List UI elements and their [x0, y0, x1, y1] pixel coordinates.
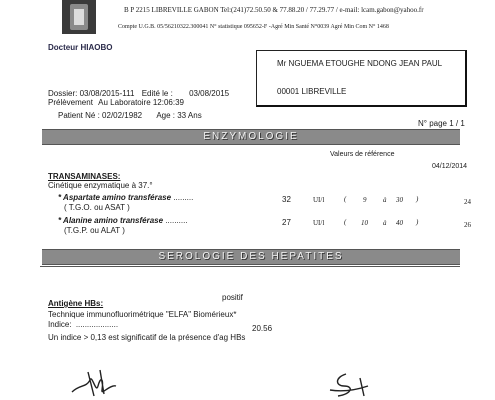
dossier-value: 03/08/2015-111	[79, 89, 135, 98]
prelevement-label: Prélèvement	[48, 98, 93, 107]
alat-ref-low: 10	[361, 219, 368, 227]
company-line: Compte U.G.B. 05/56210322.300041 N° statistique 095652-F -Agré Min Santé N°0039 Agré Min Com N° 1468	[118, 24, 389, 30]
reference-header: Valeurs de référence	[330, 151, 395, 158]
patient-label: Patient Né :	[58, 111, 100, 120]
asat-unit: UI/l	[313, 196, 325, 204]
section-band-serologie	[42, 249, 460, 265]
page-number: N° page 1 / 1	[418, 119, 465, 128]
patient-name: Mr NGUEMA ETOUGHE NDONG JEAN PAUL	[277, 59, 443, 68]
hbs-index-label	[48, 320, 118, 329]
patient-age: Age : 33 Ans	[156, 111, 202, 120]
alat-ref-high: 40	[396, 219, 403, 227]
alat-previous: 26	[464, 221, 471, 229]
asat-paren-open: (	[344, 195, 347, 203]
alat-label	[58, 216, 188, 225]
section-title-enzymologie: ENZYMOLOGIE	[203, 131, 299, 142]
previous-date: 04/12/2014	[432, 163, 468, 170]
prelevement-line	[48, 98, 184, 107]
edited-value: 03/08/2015	[189, 89, 230, 98]
dossier-label: Dossier:	[48, 89, 78, 98]
asat-ref-high: 30	[396, 196, 403, 204]
asat-paren-close: )	[416, 195, 419, 203]
section-band-enzymologie	[42, 129, 460, 145]
patient-birth-line	[58, 111, 202, 120]
doctor-name: Docteur HIAOBO	[48, 43, 113, 52]
asat-ref-low: 9	[363, 196, 367, 204]
patient-address: 00001 LIBREVILLE	[277, 87, 347, 96]
patient-address-box	[256, 50, 467, 107]
asat-a: à	[383, 196, 387, 204]
hbs-result: positif	[222, 293, 243, 302]
transaminases-title: TRANSAMINASES:	[48, 172, 121, 181]
section-title-serologie: SEROLOGIE DES HEPATITES	[158, 251, 344, 262]
asat-previous: 24	[464, 198, 471, 206]
hbs-title: Antigène HBs:	[48, 299, 104, 308]
hbs-note: Un indice > 0,13 est significatif de la présence d'ag HBs	[48, 333, 246, 342]
asat-name: * Aspartate amino transférase	[58, 193, 172, 202]
dossier-line	[48, 89, 229, 98]
hbs-index-label-text: Indice:	[48, 320, 72, 329]
hbs-index-value: 20.56	[252, 324, 273, 333]
alat-value: 27	[282, 218, 291, 227]
alat-name: * Alanine amino transférase	[58, 216, 164, 225]
alat-unit: UI/l	[313, 219, 325, 227]
signature-left	[70, 366, 130, 400]
signature-right	[326, 370, 376, 400]
alat-dots: ..........	[165, 216, 188, 225]
alat-paren-open: (	[344, 218, 347, 226]
alat-paren-close: )	[416, 218, 419, 226]
lab-logo	[62, 0, 96, 34]
asat-value: 32	[282, 195, 291, 204]
asat-dots: .........	[173, 193, 194, 202]
prelevement-value: Au Laboratoire 12:06:39	[98, 98, 184, 107]
alat-sub: (T.G.P. ou ALAT )	[64, 226, 125, 235]
patient-birth-value: 02/02/1982	[102, 111, 143, 120]
address-line: B P 2215 LIBREVILLE GABON Tel:(241)72.50.50 & 77.88.20 / 77.29.77 / e-mail: lcam.gabon@yahoo.fr	[124, 6, 424, 14]
hbs-method: Technique immunofluorimétrique "ELFA" Biomérieux*	[48, 310, 237, 319]
transaminases-method: Cinétique enzymatique à 37.°	[48, 181, 153, 190]
section-rule	[40, 266, 460, 267]
edited-label: Edité le :	[141, 89, 173, 98]
asat-sub: ( T.G.O. ou ASAT )	[64, 203, 130, 212]
asat-label	[58, 193, 193, 202]
hbs-index-dots: ...................	[75, 320, 119, 329]
alat-a: à	[383, 219, 387, 227]
